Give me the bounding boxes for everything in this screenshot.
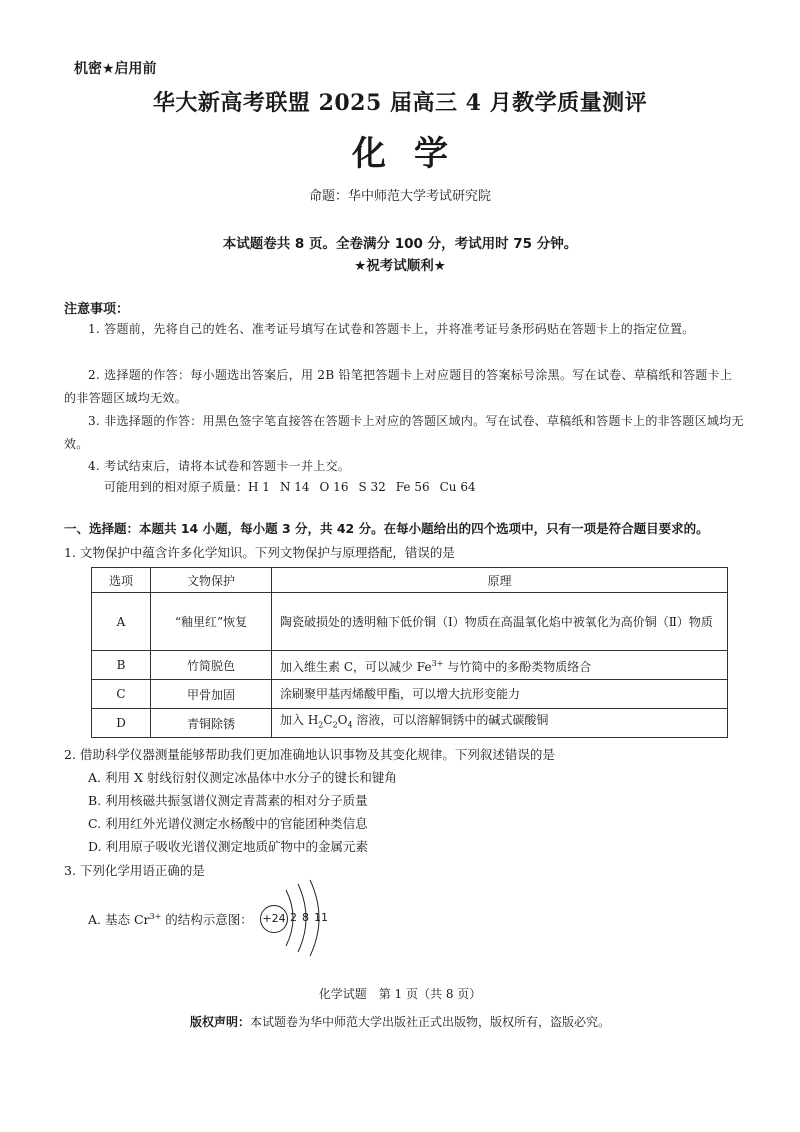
- option-cell: C: [92, 680, 151, 709]
- table-row: [92, 593, 728, 651]
- notice-heading: 注意事项：: [64, 302, 130, 317]
- answer-option: D. 利用原子吸收光谱仪测定地质矿物中的金属元素: [88, 839, 369, 854]
- item-cell: 青铜除锈: [151, 709, 272, 738]
- answer-option: A. 利用 X 射线衍射仪测定冰晶体中水分子的键长和键角: [88, 770, 397, 785]
- shell-electron-count: 2: [290, 911, 297, 924]
- good-luck-line: ★祝考试顺利★: [354, 258, 446, 274]
- principle-cell: 加入维生素 C，可以减少 $Fe^{3+}$ 与竹简中的多酚类物质络合: [272, 651, 728, 680]
- answer-option: C. 利用红外光谱仪测定水杨酸中的官能团种类信息: [88, 816, 368, 831]
- option-cell: A: [92, 593, 151, 651]
- table-header: 选项: [92, 568, 151, 593]
- copyright-notice: 版权声明：本试题卷为华中师范大学出版社正式出版物，版权所有，盗版必究。: [189, 1015, 611, 1029]
- question-3-stem: 3. 下列化学用语正确的是: [64, 863, 205, 878]
- atomic-mass: H 1: [248, 480, 270, 494]
- atomic-mass: Fe 56: [395, 480, 430, 494]
- table-header: 文物保护: [151, 568, 272, 593]
- principle-cell: 加入 $H_2C_2O_4$ 溶液，可以溶解铜锈中的碱式碳酸铜: [272, 709, 728, 738]
- option-cell: D: [92, 709, 151, 738]
- table-row: [92, 680, 728, 709]
- author-line: 命题：华中师范大学考试研究院: [308, 189, 491, 204]
- exam-info: 本试题卷共 8 页。全卷满分 100 分，考试用时 75 分钟。: [222, 236, 578, 252]
- relic-table: [91, 567, 728, 738]
- exam-title: 华大新高考联盟 2025 届高三 4 月教学质量测评: [152, 90, 648, 116]
- option-cell: B: [92, 651, 151, 680]
- table-header: 原理: [272, 568, 728, 593]
- table-header-row: [92, 568, 728, 593]
- section-heading: 一、选择题：本题共 14 小题，每小题 3 分，共 42 分。在每小题给出的四个选项中，只有一项是符合题目要求的。: [64, 521, 709, 536]
- notice-item: 3. 非选择题的作答：用黑色签字笔直接答在答题卡上对应的答题区域内。写在试卷、草稿纸和答题卡上的非答题区域均无效。: [64, 414, 744, 451]
- principle-cell: 涂刷聚甲基丙烯酸甲酯，可以增大抗形变能力: [272, 680, 728, 709]
- shell-electron-count: 8: [302, 911, 309, 924]
- shell-electron-count: 11: [314, 911, 328, 924]
- page-footer: 化学试题 第 1 页（共 8 页）: [318, 987, 482, 1001]
- table-row: [92, 709, 728, 738]
- item-cell: 竹简脱色: [151, 651, 272, 680]
- table-row: [92, 651, 728, 680]
- item-cell: “釉里红”恢复: [151, 593, 272, 651]
- atomic-mass: S 32: [358, 480, 386, 494]
- answer-option: B. 利用核磁共振氢谱仪测定青蒿素的相对分子质量: [88, 793, 368, 808]
- notice-item: 4. 考试结束后，请将本试卷和答题卡一并上交。: [88, 459, 351, 473]
- question-2-stem: 2. 借助科学仪器测量能够帮助我们更加准确地认识事物及其变化规律。下列叙述错误的是: [64, 747, 555, 762]
- question-1-stem: 1. 文物保护中蕴含许多化学知识。下列文物保护与原理搭配，错误的是: [64, 545, 455, 560]
- atomic-mass: O 16: [319, 480, 349, 494]
- notice-item: 1. 答题前，先将自己的姓名、准考证号填写在试卷和答题卡上，并将准考证号条形码贴在答题卡上的指定位置。: [88, 322, 695, 336]
- atomic-mass: N 14: [279, 480, 310, 494]
- atomic-mass-label: 可能用到的相对原子质量：: [104, 480, 249, 494]
- atom-nucleus: +24: [260, 905, 288, 933]
- answer-option: A. 基态 $Cr^{3+}$ 的结构示意图：: [88, 911, 253, 927]
- electron-shells-diagram: [280, 878, 340, 958]
- subject-title: 化学: [352, 134, 476, 174]
- notice-item: 2. 选择题的作答：每小题选出答案后，用 2B 铅笔把答题卡上对应题目的答案标号涂黑。写在试卷、草稿纸和答题卡上的非答题区域均无效。: [64, 368, 733, 405]
- item-cell: 甲骨加固: [151, 680, 272, 709]
- atomic-mass: Cu 64: [439, 480, 476, 494]
- atomic-mass-line: [104, 476, 486, 499]
- secret-label: 机密★启用前: [74, 61, 157, 77]
- principle-cell: 陶瓷破损处的透明釉下低价铜（Ⅰ）物质在高温氧化焰中被氧化为高价铜（Ⅱ）物质: [272, 593, 728, 651]
